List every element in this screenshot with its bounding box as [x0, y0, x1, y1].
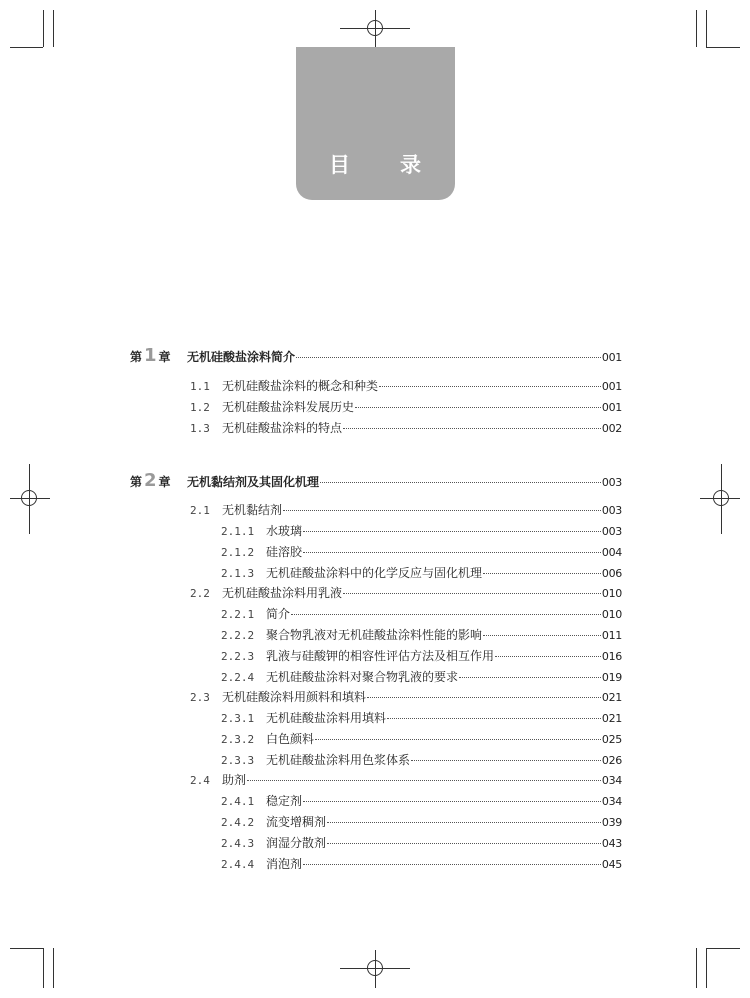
toc-page-number: 016 [601, 650, 622, 663]
toc-number: 2.2.2 [221, 629, 255, 642]
toc-title: 无机硅酸涂料用颜料和填料 [222, 690, 367, 704]
dot-leader [343, 428, 601, 429]
toc-number: 2.2.1 [221, 608, 255, 621]
toc-entry-sec [190, 502, 622, 518]
toc-page-number: 011 [601, 629, 622, 642]
dot-leader [327, 843, 601, 844]
toc-page-number: 003 [601, 504, 622, 517]
toc-page-number: 003 [601, 525, 622, 538]
toc-entry-sec [190, 689, 622, 705]
toc-title: 无机硅酸盐涂料发展历史 [222, 400, 355, 414]
toc-number: 2.1.1 [221, 525, 255, 538]
toc-number: 2.2.4 [221, 671, 255, 684]
toc-page-number: 045 [601, 858, 622, 871]
toc-number: 2.4 [190, 774, 210, 787]
chapter-suffix: 章 [158, 350, 171, 364]
toc-title: 无机硅酸盐涂料的概念和种类 [222, 379, 379, 393]
toc-entry-sub [221, 648, 622, 664]
chapter-prefix: 第 [130, 475, 143, 489]
toc-number: 2.4.2 [221, 816, 255, 829]
dot-leader [303, 552, 601, 553]
toc-page-number: 010 [601, 587, 622, 600]
dot-leader [411, 760, 601, 761]
dot-leader [303, 801, 601, 802]
dot-leader [303, 864, 601, 865]
toc-page-number: 026 [601, 754, 622, 767]
toc-title: 润湿分散剂 [266, 836, 327, 850]
toc-page-number: 034 [601, 774, 622, 787]
toc-title-right: 录 [400, 153, 421, 177]
toc-number: 2.4.4 [221, 858, 255, 871]
dot-leader [483, 635, 601, 636]
toc-number: 2.3.2 [221, 733, 255, 746]
toc-entry-sub [221, 835, 622, 851]
toc-entry-sec [190, 399, 622, 415]
toc-entry-sub [221, 731, 622, 747]
toc-title: 白色颜料 [266, 732, 315, 746]
toc-title: 无机黏结剂及其固化机理 [187, 475, 320, 489]
toc-page-number: 003 [601, 476, 622, 489]
toc-title: 稳定剂 [266, 794, 303, 808]
toc-title: 助剂 [222, 773, 247, 787]
dot-leader [495, 656, 601, 657]
toc-title: 无机硅酸盐涂料对聚合物乳液的要求 [266, 670, 459, 684]
dot-leader [387, 718, 601, 719]
toc-number: 2.1.2 [221, 546, 255, 559]
toc-page-number: 002 [601, 422, 622, 435]
toc-page-number: 004 [601, 546, 622, 559]
toc-entry-sub [221, 752, 622, 768]
toc-title: 无机黏结剂 [222, 503, 283, 517]
dot-leader [315, 739, 601, 740]
dot-leader [283, 510, 601, 511]
toc-entry-sub [221, 523, 622, 539]
toc-entry-sub [221, 606, 622, 622]
dot-leader [320, 482, 601, 483]
toc-entry-sub [221, 793, 622, 809]
toc-title: 硅溶胶 [266, 545, 303, 559]
toc-number [130, 470, 187, 491]
dot-leader [367, 697, 601, 698]
toc-number: 2.1 [190, 504, 210, 517]
dot-leader [296, 357, 601, 358]
toc-number: 2.3 [190, 691, 210, 704]
toc-page-number: 025 [601, 733, 622, 746]
toc-title-left: 目 [329, 153, 350, 177]
toc-entry-sec [190, 585, 622, 601]
toc-number: 2.2.3 [221, 650, 255, 663]
toc-page-number: 010 [601, 608, 622, 621]
toc-entry-sec [190, 378, 622, 394]
toc-entry-sub [221, 710, 622, 726]
toc-entry-sub [221, 544, 622, 560]
chapter-suffix: 章 [158, 475, 171, 489]
toc-page-number: 019 [601, 671, 622, 684]
toc-number: 2.3.1 [221, 712, 255, 725]
toc-page-number: 021 [601, 712, 622, 725]
toc-page-number: 039 [601, 816, 622, 829]
toc-title: 乳液与硅酸钾的相容性评估方法及相互作用 [266, 649, 495, 663]
toc-title: 水玻璃 [266, 524, 303, 538]
toc-title: 无机硅酸盐涂料用色浆体系 [266, 753, 411, 767]
chapter-prefix: 第 [130, 350, 143, 364]
toc-number: 2.2 [190, 587, 210, 600]
dot-leader [327, 822, 601, 823]
toc-page-number: 001 [601, 351, 622, 364]
toc-title: 聚合物乳液对无机硅酸盐涂料性能的影响 [266, 628, 483, 642]
toc-entry-sec [190, 420, 622, 436]
dot-leader [459, 677, 601, 678]
toc-title: 无机硅酸盐涂料简介 [187, 350, 296, 364]
toc-page-number: 001 [601, 380, 622, 393]
toc-entry-sub [221, 856, 622, 872]
toc-title: 无机硅酸盐涂料的特点 [222, 421, 343, 435]
toc-number: 1.1 [190, 380, 210, 393]
toc-page-number: 034 [601, 795, 622, 808]
dot-leader [291, 614, 601, 615]
toc-page-number: 043 [601, 837, 622, 850]
toc-number: 1.2 [190, 401, 210, 414]
chapter-number: 2 [144, 470, 157, 491]
dot-leader [355, 407, 601, 408]
toc-number: 2.4.3 [221, 837, 255, 850]
toc-number: 2.1.3 [221, 567, 255, 580]
toc-number: 1.3 [190, 422, 210, 435]
toc-entry-sub [221, 669, 622, 685]
toc-number [130, 345, 187, 366]
toc-title: 流变增稠剂 [266, 815, 327, 829]
toc-title: 无机硅酸盐涂料用填料 [266, 711, 387, 725]
dot-leader [343, 593, 601, 594]
toc-title-banner [296, 47, 455, 200]
dot-leader [379, 386, 601, 387]
toc-page-number: 001 [601, 401, 622, 414]
dot-leader [247, 780, 601, 781]
toc-entry-sub [221, 814, 622, 830]
dot-leader [303, 531, 601, 532]
toc-number: 2.3.3 [221, 754, 255, 767]
toc-title: 简介 [266, 607, 291, 621]
toc-number: 2.4.1 [221, 795, 255, 808]
toc-entry-sub [221, 627, 622, 643]
dot-leader [483, 573, 601, 574]
toc-entry-sub [221, 565, 622, 581]
toc-title: 消泡剂 [266, 857, 303, 871]
toc-entry-sec [190, 772, 622, 788]
toc-page-number: 006 [601, 567, 622, 580]
chapter-number: 1 [144, 345, 157, 366]
toc-title: 无机硅酸盐涂料用乳液 [222, 586, 343, 600]
toc-entry-chapter [130, 470, 622, 491]
toc-page-number: 021 [601, 691, 622, 704]
toc-title: 无机硅酸盐涂料中的化学反应与固化机理 [266, 566, 483, 580]
toc-entry-chapter [130, 345, 622, 366]
